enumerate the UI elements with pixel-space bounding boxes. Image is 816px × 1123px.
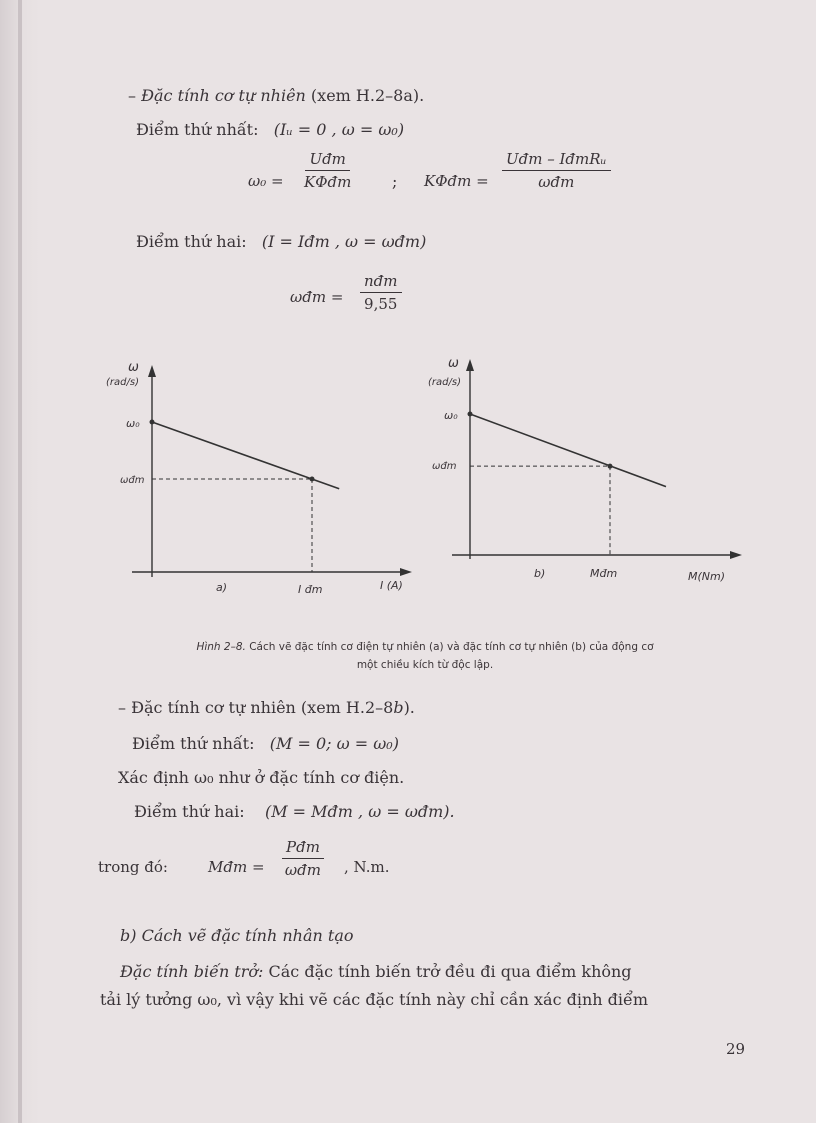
omegadm-fraction: nđm 9,55 (360, 272, 402, 313)
chart-a (106, 360, 412, 596)
chart-b-y0-label: ω₀ (444, 409, 458, 422)
chart-a-y0-label: ω₀ (126, 417, 140, 430)
section3-line2: tải lý tưởng ω₀, vì vậy khi vẽ các đặc tính này chỉ cần xác định điểm (100, 990, 649, 1009)
omegadm-lhs: ωđm = (290, 288, 344, 306)
chart-b-y-label: ω (448, 356, 459, 371)
chart-b-y-unit: (rad/s) (428, 377, 461, 388)
where-label: trong đó: (98, 858, 168, 876)
chart-b-rated-point (608, 464, 613, 469)
chart-b-y-arrow (466, 359, 474, 371)
kphi-lhs: KΦđm = (424, 172, 489, 190)
chart-b-ydm-label: ωđm (432, 461, 457, 472)
chart-a-xdm-label: I đm (298, 583, 323, 596)
mdm-fraction: Pđm ωđm (282, 838, 324, 879)
chart-a-y-unit: (rad/s) (106, 377, 139, 388)
kphi-fraction: Uđm – IđmRᵤ ωđm (502, 150, 611, 191)
section2-heading: – Đặc tính cơ tự nhiên (xem H.2–8b). (118, 698, 415, 717)
chart-b (428, 356, 742, 583)
section2-point1: Điểm thứ nhất: (M = 0; ω = ω₀) (132, 734, 399, 753)
point1-line: Điểm thứ nhất: (Iᵤ = 0 , ω = ω₀) (136, 120, 405, 139)
section2-determine: Xác định ω₀ như ở đặc tính cơ điện. (118, 768, 405, 787)
chart-a-x-label: I (A) (380, 579, 403, 592)
chart-a-ydm-label: ωđm (120, 475, 145, 486)
chart-a-panel-label: a) (216, 581, 228, 594)
section3-heading: b) Cách vẽ đặc tính nhân tạo (120, 926, 354, 945)
mdm-unit: , N.m. (344, 858, 390, 876)
figure-caption: Hình 2–8. Cách vẽ đặc tính cơ điện tự nhiên (a) và đặc tính cơ tự nhiên (b) của động cơ một chiều kích từ độc lập. (196, 641, 654, 671)
chart-a-y-label: ω (128, 360, 139, 375)
section3-line1: Đặc tính biến trở: Các đặc tính biến trở đều đi qua điểm không (120, 962, 632, 981)
figure-2-8 (0, 355, 816, 665)
section1-heading: – Đặc tính cơ tự nhiên (xem H.2–8a). (128, 86, 425, 105)
chart-b-characteristic-line (470, 414, 666, 487)
omega0-lhs: ω₀ = (248, 172, 284, 190)
point2-line: Điểm thứ hai: (I = Iđm , ω = ωđm) (136, 232, 427, 251)
section2-point2: Điểm thứ hai: (M = Mđm , ω = ωđm). (134, 802, 455, 821)
mdm-lhs: Mđm = (208, 858, 265, 876)
chart-b-xdm-label: Mđm (590, 567, 618, 580)
omega0-fraction: Uđm KΦđm (304, 150, 352, 191)
chart-a-y-arrow (148, 365, 156, 377)
page-number: 29 (726, 1040, 746, 1058)
chart-b-x-arrow (730, 551, 742, 559)
chart-b-no-load-point (468, 412, 473, 417)
chart-a-rated-point (310, 477, 315, 482)
chart-a-x-arrow (400, 568, 412, 576)
separator: ; (392, 172, 398, 191)
chart-a-no-load-point (150, 420, 155, 425)
chart-b-x-label: M(Nm) (688, 570, 726, 583)
chart-b-panel-label: b) (534, 567, 546, 580)
